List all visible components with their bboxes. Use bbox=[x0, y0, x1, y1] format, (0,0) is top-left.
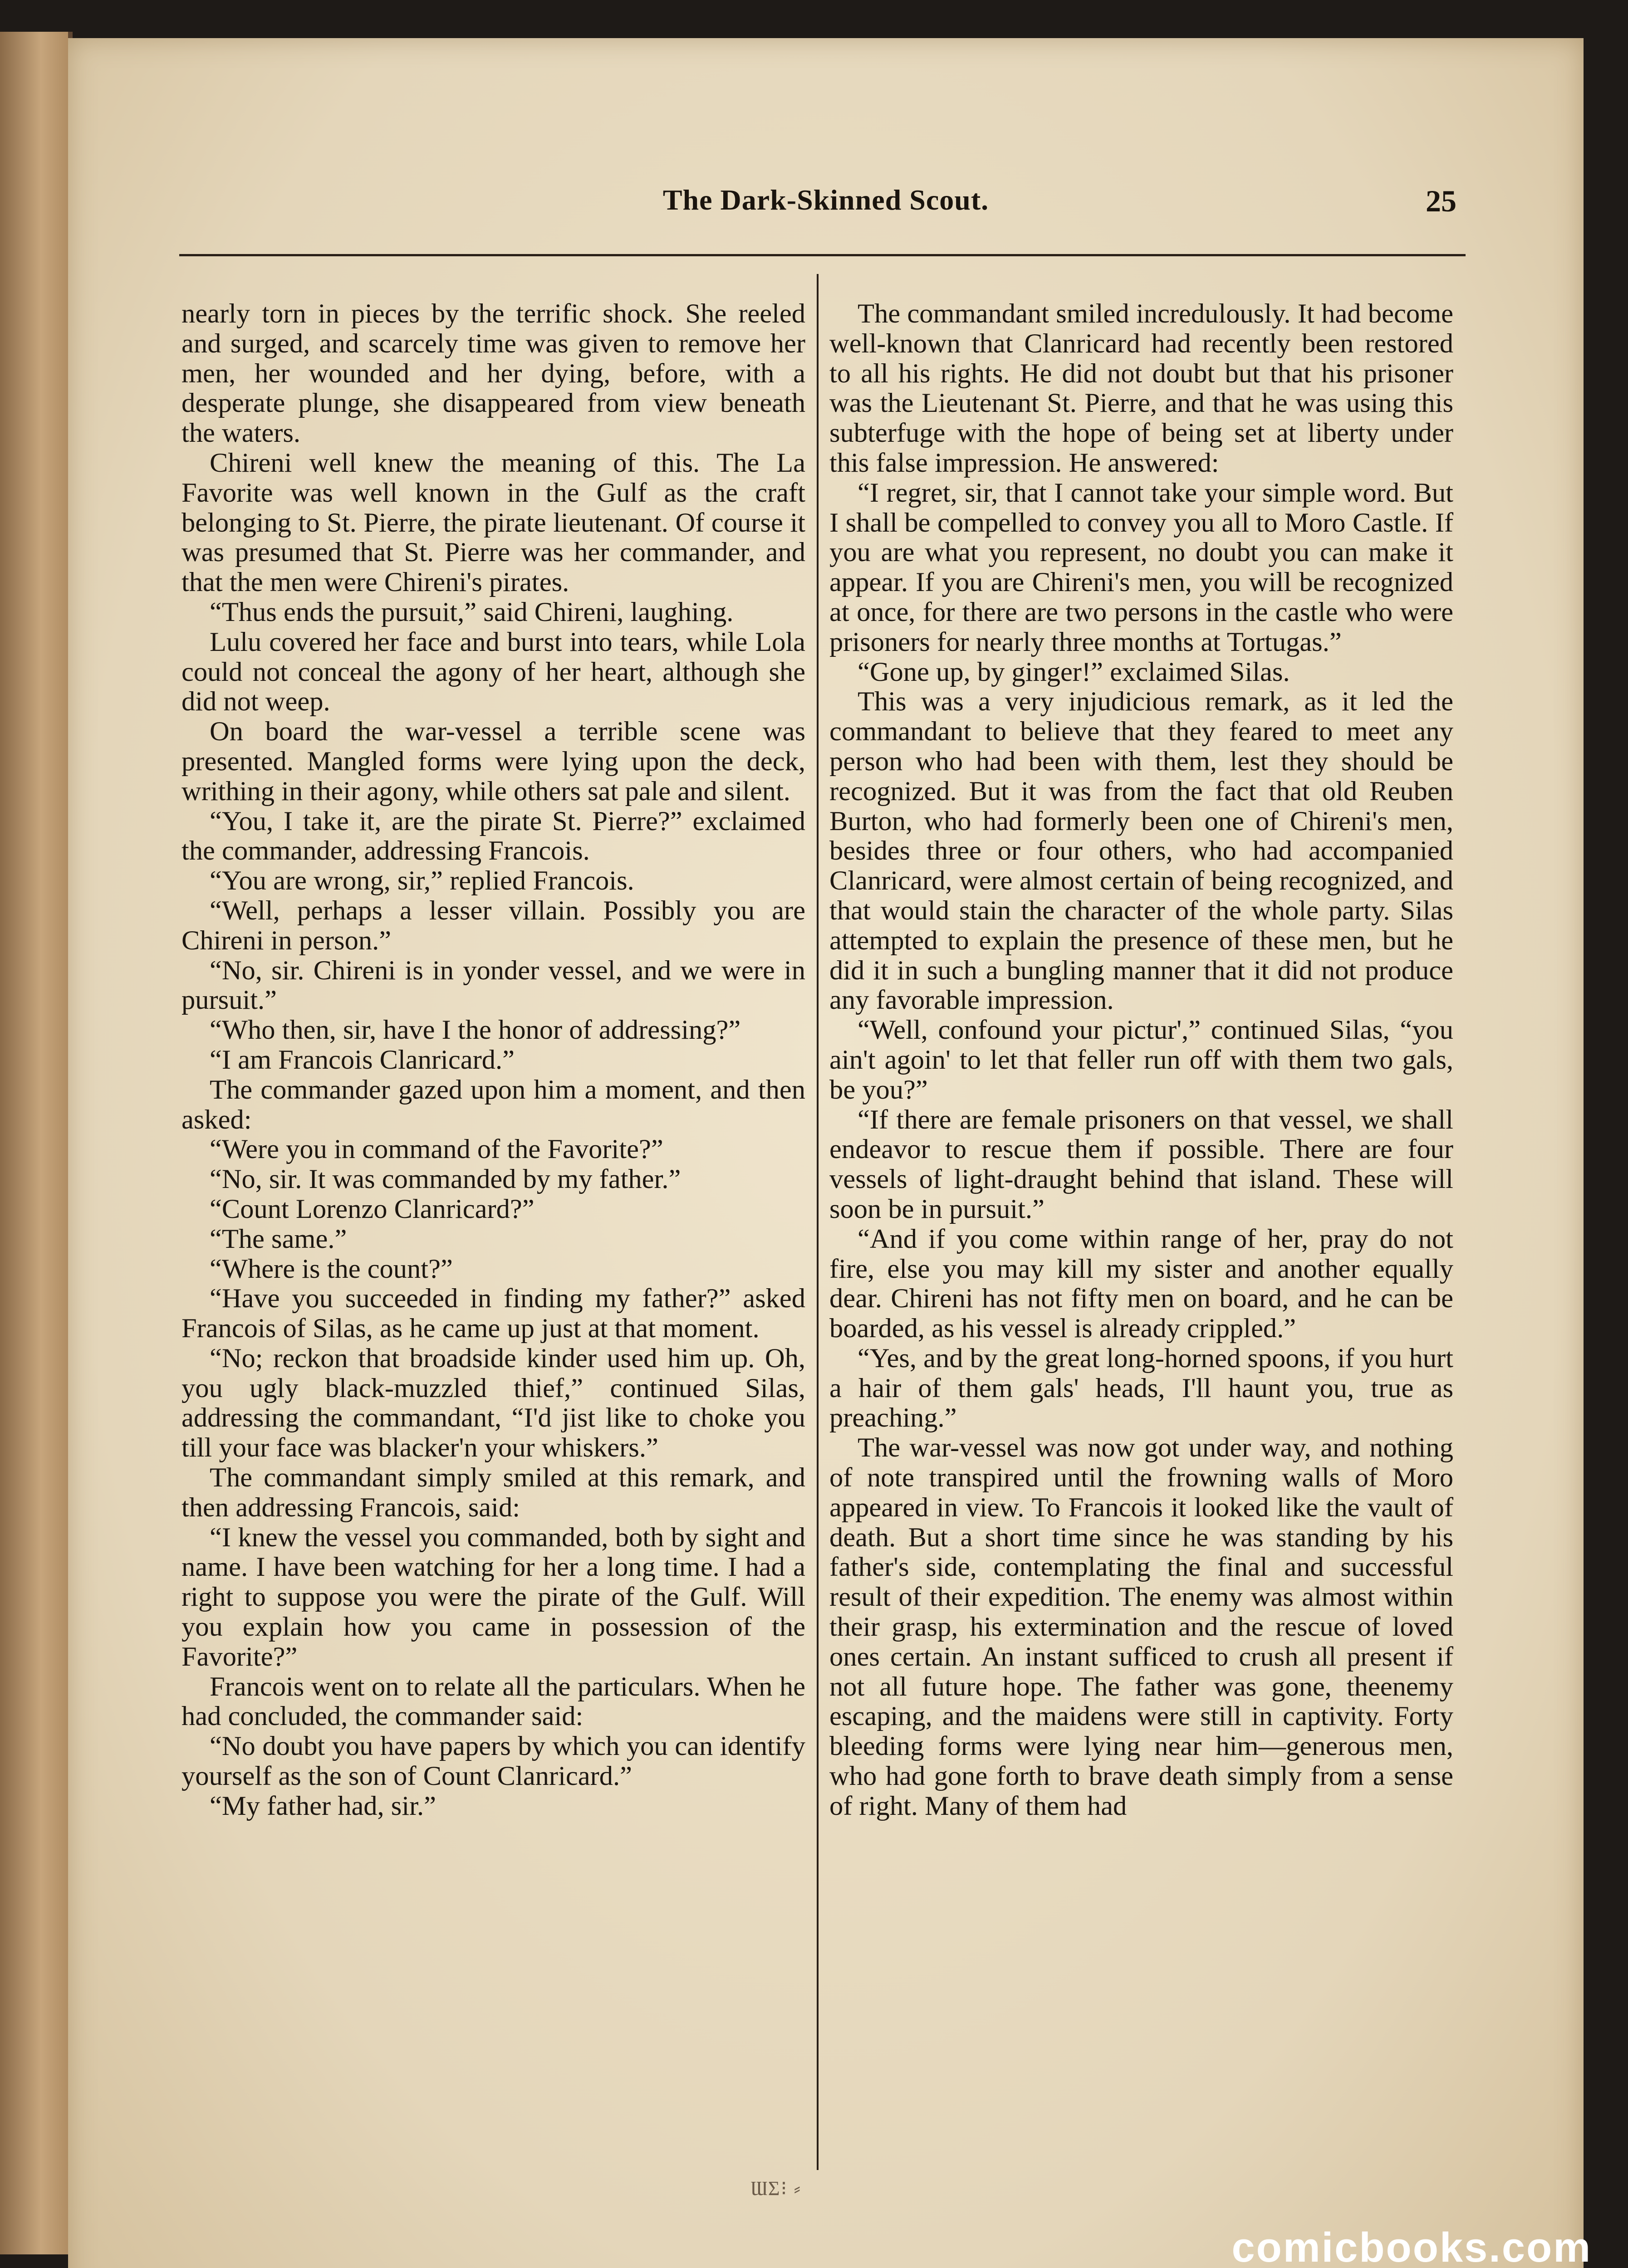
running-title: The Dark-Skinned Scout. bbox=[662, 184, 989, 216]
paragraph: “You are wrong, sir,” replied Francois. bbox=[210, 865, 634, 896]
paragraph: “And if you come within range of her, pray do not fire, else you may kill my sister and another equally dear. Chireni has not fifty men on board, and he can be boarded, as his vessel is already crippled.” bbox=[829, 1223, 1453, 1344]
paragraph: The war-vessel was now got under way, and nothing of note transpired until the frowning walls of Moro appeared in view. To Francois it looked like the vault of death. But a short time since he was standing by his father's side, contemplating the final and successful result of their expedition. The enemy was almost within their grasp, his extermination and the rescue of loved ones certain. An instant sufficed to crush all present if not all future hope. The father was gone, theenemy escaping, and the maidens were still in captivity. Forty bleeding forms were lying near him—generous men, who had gone forth to brave death simply from a sense of right. Many of them had bbox=[829, 1432, 1453, 1821]
paragraph: “Who then, sir, have I the honor of addressing?” bbox=[210, 1015, 741, 1046]
paragraph: The commandant smiled incredulously. It had become well-known that Clanricard had recently been restored to all his rights. He did not doubt but that his prisoner was the Lieutenant St. Pierre, and that he was using this subterfuge with the hope of being set at liberty under this false impression. He answered: bbox=[829, 298, 1453, 478]
paragraph: “I am Francois Clanricard.” bbox=[210, 1044, 515, 1075]
left-text-column bbox=[181, 299, 805, 1821]
paragraph: “The same.” bbox=[210, 1223, 347, 1254]
paragraph: “No; reckon that broadside kinder used him up. Oh, you ugly black-muzzled thief,” continued Silas, addressing the commandant, “I'd jist like to choke you till your face was blacker'n your whiskers.” bbox=[181, 1343, 805, 1463]
paragraph: Chireni well knew the meaning of this. The La Favorite was well known in the Gulf as the craft belonging to St. Pierre, the pirate lieutenant. Of course it was presumed that St. Pierre was her commander, and that the men were Chireni's pirates. bbox=[181, 447, 805, 598]
paragraph: The commandant simply smiled at this remark, and then addressing Francois, said: bbox=[181, 1462, 805, 1523]
paragraph: “You, I take it, are the pirate St. Pierre?” exclaimed the commander, addressing Francois. bbox=[181, 806, 805, 866]
paragraph: “Well, confound your pictur',” continued Silas, “you ain't agoin' to let that feller run off with them two gals, be you?” bbox=[829, 1015, 1453, 1105]
column-divider bbox=[817, 274, 819, 2170]
paragraph: “Have you succeeded in finding my father?” asked Francois of Silas, as he came up just at that moment. bbox=[181, 1283, 805, 1344]
paragraph: “Count Lorenzo Clanricard?” bbox=[210, 1193, 534, 1224]
paragraph: “Thus ends the pursuit,” said Chireni, laughing. bbox=[210, 596, 734, 627]
site-watermark: comicbooks.com bbox=[1231, 2224, 1592, 2268]
book-page bbox=[68, 38, 1584, 2268]
paragraph: The commander gazed upon him a moment, and then asked: bbox=[181, 1074, 805, 1135]
printer-mark: ƜƩ⁝ ⸗ bbox=[751, 2177, 802, 2200]
paragraph: Francois went on to relate all the particulars. When he had concluded, the commander said: bbox=[181, 1671, 805, 1732]
paragraph: “If there are female prisoners on that vessel, we shall endeavor to rescue them if possible. There are four vessels of light-draught behind that island. These will soon be in pursuit.” bbox=[829, 1104, 1453, 1224]
paragraph: “Were you in command of the Favorite?” bbox=[210, 1134, 663, 1165]
paragraph: “Where is the count?” bbox=[210, 1253, 453, 1284]
paragraph: “Well, perhaps a lesser villain. Possibly you are Chireni in person.” bbox=[181, 895, 805, 956]
paragraph: “I regret, sir, that I cannot take your simple word. But I shall be compelled to convey you all to Moro Castle. If you are what you represent, no doubt you can make it appear. If you are Chireni's men, you will be recognized at once, for there are two persons in the castle who were prisoners for nearly three months at Tortugas.” bbox=[829, 477, 1453, 657]
page-header bbox=[68, 183, 1584, 233]
paragraph: “No, sir. It was commanded by my father.” bbox=[210, 1164, 681, 1195]
paragraph: “Yes, and by the great long-horned spoons, if you hurt a hair of them gals' heads, I'll haunt you, true as preaching.” bbox=[829, 1343, 1453, 1433]
paragraph: On board the war-vessel a terrible scene was presented. Mangled forms were lying upon the deck, writhing in their agony, while others sat pale and silent. bbox=[181, 716, 805, 807]
right-text-column bbox=[829, 299, 1453, 1821]
paragraph: Lulu covered her face and burst into tears, while Lola could not conceal the agony of her heart, although she did not weep. bbox=[181, 626, 805, 717]
paragraph: “My father had, sir.” bbox=[210, 1790, 436, 1821]
paragraph: “Gone up, by ginger!” exclaimed Silas. bbox=[858, 656, 1290, 687]
facing-page-edge bbox=[0, 32, 73, 2254]
paragraph: nearly torn in pieces by the terrific shock. She reeled and surged, and scarcely time was given to remove her men, her wounded and her dying, before, with a desperate plunge, she disappeared from view beneath the waters. bbox=[181, 298, 805, 449]
paragraph: “No, sir. Chireni is in yonder vessel, and we were in pursuit.” bbox=[181, 955, 805, 1016]
paragraph: “I knew the vessel you commanded, both by sight and name. I have been watching for her a long time. I had a right to suppose you were the pirate of the Gulf. Will you explain how you came in possession of the Favorite?” bbox=[181, 1522, 805, 1672]
paragraph: “No doubt you have papers by which you can identify yourself as the son of Count Clanricard.” bbox=[181, 1731, 805, 1792]
page-number: 25 bbox=[1426, 184, 1456, 218]
paragraph: This was a very injudicious remark, as it led the commandant to believe that they feared to meet any person who had been with them, lest they should be recognized. But it was from the fact that old Reuben Burton, who had formerly been one of Chireni's men, besides three or four others, who had accompanied Clanricard, were almost certain of being recognized, and that would stain the character of the whole party. Silas attempted to explain the presence of these men, but he did it in such a bungling manner that it did not produce any favorable impression. bbox=[829, 686, 1453, 1016]
header-rule bbox=[179, 254, 1466, 256]
